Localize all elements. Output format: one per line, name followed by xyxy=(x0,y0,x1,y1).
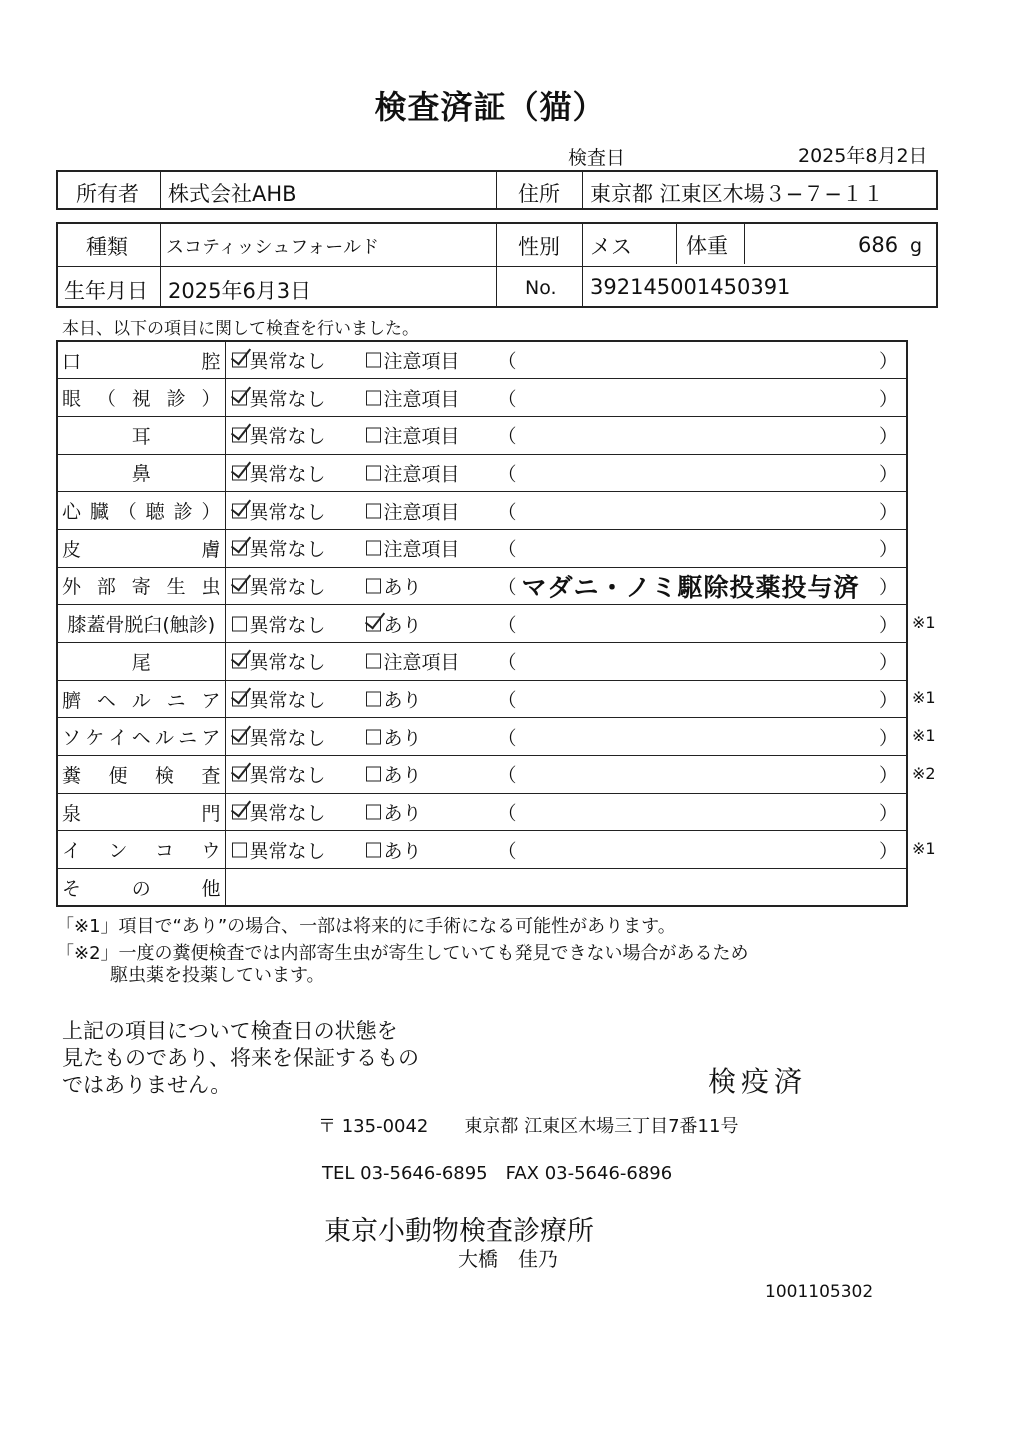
secondary-option-label: あり xyxy=(383,840,422,863)
paren-open: （ xyxy=(497,802,517,825)
paren-close: ） xyxy=(878,501,898,524)
disclaimer-line-3: ではありません。 xyxy=(62,1073,232,1097)
exam-date-value: 2025年8月2日 xyxy=(798,145,928,167)
footnote-marker: ※2 xyxy=(912,763,936,783)
exam-options xyxy=(225,718,907,756)
exam-options xyxy=(225,341,907,379)
normal-option-label: 異常なし xyxy=(249,538,326,561)
exam-date-label: 検査日 xyxy=(568,147,626,169)
birth-label: 生年月日 xyxy=(64,279,148,303)
label-char: ソ xyxy=(62,727,82,750)
option-normal[interactable] xyxy=(232,686,326,713)
normal-checkbox[interactable] xyxy=(232,465,247,480)
secondary-option-label: あり xyxy=(383,689,422,712)
normal-checkbox[interactable] xyxy=(232,842,247,857)
exam-options xyxy=(225,831,907,869)
secondary-checkbox[interactable] xyxy=(366,616,381,631)
exam-row-label xyxy=(57,492,225,530)
exam-options xyxy=(225,605,907,643)
label-char: コ xyxy=(154,840,174,863)
no-value: 392145001450391 xyxy=(590,275,791,299)
label-char: イ xyxy=(108,727,128,750)
footnote-2-line2: 駆虫薬を投薬しています。 xyxy=(110,965,325,986)
label-char: 糞 xyxy=(62,764,82,787)
exam-row xyxy=(57,454,907,492)
document-title: 検査済証（猫） xyxy=(374,88,606,126)
label-char: 眼 xyxy=(62,388,82,411)
option-secondary[interactable] xyxy=(366,497,460,524)
paren-open: （ xyxy=(497,689,517,712)
inspection-stamp: 検疫済 xyxy=(708,1065,808,1098)
secondary-option-label: 注意項目 xyxy=(383,651,460,674)
label-char: ウ xyxy=(201,840,221,863)
exam-options xyxy=(225,379,907,417)
secondary-checkbox[interactable] xyxy=(366,578,381,593)
label-char: ル xyxy=(154,727,174,750)
label-char: 生 xyxy=(166,576,186,599)
secondary-checkbox[interactable] xyxy=(366,842,381,857)
secondary-checkbox[interactable] xyxy=(366,805,381,820)
secondary-checkbox[interactable] xyxy=(366,353,381,368)
exam-row-label xyxy=(57,605,225,643)
exam-row-other xyxy=(57,869,907,907)
label-char: 尾 xyxy=(131,651,151,674)
normal-option-label: 異常なし xyxy=(249,689,326,712)
option-normal[interactable] xyxy=(232,347,326,374)
label-char: ア xyxy=(201,727,221,750)
footnote-marker: ※1 xyxy=(912,612,936,632)
exam-row xyxy=(57,643,907,681)
owner-label: 所有者 xyxy=(76,182,139,206)
label-char: ） xyxy=(201,501,221,524)
exam-row-label xyxy=(57,567,225,605)
label-char: ル xyxy=(131,689,151,712)
normal-checkbox[interactable] xyxy=(232,390,247,405)
option-secondary[interactable] xyxy=(366,610,422,637)
secondary-checkbox[interactable] xyxy=(366,390,381,405)
paren-open: （ xyxy=(497,425,517,448)
footnote-marker: ※1 xyxy=(912,688,936,708)
option-secondary[interactable] xyxy=(366,422,460,449)
option-normal[interactable] xyxy=(232,836,326,863)
exam-row xyxy=(57,492,907,530)
normal-option-label: 異常なし xyxy=(249,764,326,787)
label-char: 虫 xyxy=(201,576,221,599)
label-char: 心 xyxy=(62,501,82,524)
option-normal[interactable] xyxy=(232,459,326,486)
paren-open: （ xyxy=(497,538,517,561)
paren-open: （ xyxy=(497,463,517,486)
option-normal[interactable] xyxy=(232,535,326,562)
label-char: 臍 xyxy=(62,689,82,712)
secondary-checkbox[interactable] xyxy=(366,692,381,707)
label-char: 門 xyxy=(201,802,221,825)
breed-label: 種類 xyxy=(86,235,128,259)
normal-checkbox[interactable] xyxy=(232,578,247,593)
address-value: 東京都 江東区木場３−７−１１ xyxy=(590,182,884,206)
option-secondary[interactable] xyxy=(366,572,422,599)
option-normal[interactable] xyxy=(232,572,326,599)
exam-row-label xyxy=(57,454,225,492)
clinic-phone-fax: TEL 03-5646-6895 FAX 03-5646-6896 xyxy=(322,1163,673,1184)
paren-open: （ xyxy=(497,727,517,750)
option-secondary[interactable] xyxy=(366,686,422,713)
exam-row-label xyxy=(57,643,225,681)
option-secondary[interactable] xyxy=(366,347,460,374)
owner-value: 株式会社AHB xyxy=(168,182,297,206)
secondary-option-label: あり xyxy=(383,764,422,787)
paren-open: （ xyxy=(497,840,517,863)
label-char: ニ xyxy=(166,689,186,712)
label-char: 鼻 xyxy=(131,463,151,486)
exam-row xyxy=(57,718,907,756)
clinic-address: 〒 135-0042 東京都 江東区木場三丁目7番11号 xyxy=(318,1116,739,1137)
exam-row xyxy=(57,605,907,643)
exam-row-label xyxy=(57,831,225,869)
secondary-checkbox[interactable] xyxy=(366,767,381,782)
normal-checkbox[interactable] xyxy=(232,428,247,443)
paren-open: （ xyxy=(497,614,517,637)
label-char: ニ xyxy=(178,727,198,750)
option-normal[interactable] xyxy=(232,648,326,675)
normal-option-label: 異常なし xyxy=(249,651,326,674)
sex-label: 性別 xyxy=(518,235,560,259)
exam-row xyxy=(57,680,907,718)
option-normal[interactable] xyxy=(232,497,326,524)
normal-checkbox[interactable] xyxy=(232,692,247,707)
veterinarian-name: 大橋 佳乃 xyxy=(458,1247,558,1271)
secondary-checkbox[interactable] xyxy=(366,654,381,669)
exam-row xyxy=(57,341,907,379)
label-char: ヘ xyxy=(131,727,151,750)
label-char: 診 xyxy=(166,388,186,411)
exam-row-label xyxy=(57,416,225,454)
paren-close: ） xyxy=(878,388,898,411)
disclaimer-line-2: 見たものであり、将来を保証するもの xyxy=(62,1046,419,1070)
option-secondary[interactable] xyxy=(366,761,422,788)
exam-row-label xyxy=(57,718,225,756)
normal-checkbox[interactable] xyxy=(232,503,247,518)
paren-close: ） xyxy=(878,425,898,448)
label-char: 泉 xyxy=(62,802,82,825)
label-char: 皮 xyxy=(62,538,82,561)
label-char: イ xyxy=(62,840,82,863)
option-secondary[interactable] xyxy=(366,648,460,675)
paren-open: （ xyxy=(497,764,517,787)
label-char: 診 xyxy=(173,501,193,524)
paren-open: （ xyxy=(497,501,517,524)
normal-option-label: 異常なし xyxy=(249,840,326,863)
label-char: 外 xyxy=(62,576,82,599)
normal-option-label: 異常なし xyxy=(249,727,326,750)
exam-row-label xyxy=(57,529,225,567)
birth-value: 2025年6月3日 xyxy=(168,279,312,303)
option-secondary[interactable] xyxy=(366,799,422,826)
normal-checkbox[interactable] xyxy=(232,767,247,782)
paren-close: ） xyxy=(878,689,898,712)
label-char: 査 xyxy=(201,764,221,787)
exam-row xyxy=(57,756,907,794)
footnote-1: 「※1」項目で“あり”の場合、一部は将来的に手術になる可能性があります。 xyxy=(56,916,676,937)
address-label: 住所 xyxy=(518,182,560,206)
exam-row xyxy=(57,529,907,567)
label-char: ン xyxy=(108,840,128,863)
exam-row-label xyxy=(57,680,225,718)
label-char: 臓 xyxy=(89,501,109,524)
secondary-checkbox[interactable] xyxy=(366,729,381,744)
option-normal[interactable] xyxy=(232,422,326,449)
exam-options xyxy=(225,454,907,492)
handwritten-note: マダニ・ノミ駆除投薬投与済 xyxy=(521,572,860,602)
exam-options xyxy=(225,567,907,605)
footnote-2-line1: 「※2」一度の糞便検査では内部寄生虫が寄生していても発見できない場合があるため xyxy=(56,943,749,964)
secondary-option-label: あり xyxy=(383,727,422,750)
exam-options xyxy=(225,756,907,794)
owner-box xyxy=(56,170,938,210)
disclaimer xyxy=(62,1018,419,1099)
footnote-marker: ※1 xyxy=(912,839,936,859)
label-char: 視 xyxy=(131,388,151,411)
disclaimer-line-1: 上記の項目について検査日の状態を xyxy=(62,1019,398,1043)
other-value xyxy=(225,869,907,907)
exam-row-label xyxy=(57,793,225,831)
normal-option-label: 異常なし xyxy=(249,425,326,448)
normal-checkbox[interactable] xyxy=(232,616,247,631)
secondary-option-label: 注意項目 xyxy=(383,350,460,373)
exam-row xyxy=(57,416,907,454)
normal-option-label: 異常なし xyxy=(249,501,326,524)
normal-checkbox[interactable] xyxy=(232,805,247,820)
paren-close: ） xyxy=(878,538,898,561)
secondary-option-label: あり xyxy=(383,614,422,637)
label-char: 聴 xyxy=(145,501,165,524)
sex-value: メス xyxy=(590,235,632,259)
paren-open: （ xyxy=(497,388,517,411)
exam-options xyxy=(225,793,907,831)
weight-unit: g xyxy=(910,235,923,257)
secondary-option-label: 注意項目 xyxy=(383,501,460,524)
paren-close: ） xyxy=(878,576,898,599)
exam-table xyxy=(56,340,908,907)
pet-box xyxy=(56,222,938,308)
label-char: ケ xyxy=(85,727,105,750)
secondary-option-label: あり xyxy=(383,576,422,599)
normal-option-label: 異常なし xyxy=(249,802,326,825)
option-normal[interactable] xyxy=(232,799,326,826)
paren-open: （ xyxy=(497,576,517,599)
label-char: 膝蓋骨脱臼(触診) xyxy=(67,614,216,637)
exam-options xyxy=(225,492,907,530)
label-char: （ xyxy=(117,501,137,524)
label-char: 耳 xyxy=(131,425,151,448)
weight-label: 体重 xyxy=(686,234,728,258)
weight-value: 686 xyxy=(858,233,899,257)
normal-checkbox[interactable] xyxy=(232,654,247,669)
other-row-label xyxy=(57,869,225,907)
normal-checkbox[interactable] xyxy=(232,729,247,744)
label-char: 便 xyxy=(108,764,128,787)
option-normal[interactable] xyxy=(232,384,326,411)
exam-row xyxy=(57,567,907,605)
label-char: 部 xyxy=(96,576,116,599)
label-char: の xyxy=(131,877,151,900)
label-char: 検 xyxy=(154,764,174,787)
paren-open: （ xyxy=(497,651,517,674)
normal-checkbox[interactable] xyxy=(232,353,247,368)
label-char: 寄 xyxy=(131,576,151,599)
exam-options xyxy=(225,680,907,718)
serial-number: 1001105302 xyxy=(765,1282,874,1302)
secondary-option-label: 注意項目 xyxy=(383,388,460,411)
exam-options xyxy=(225,643,907,681)
normal-checkbox[interactable] xyxy=(232,541,247,556)
paren-close: ） xyxy=(878,463,898,486)
option-normal[interactable] xyxy=(232,761,326,788)
exam-row xyxy=(57,793,907,831)
clinic-name: 東京小動物検査診療所 xyxy=(324,1216,594,1247)
option-secondary[interactable] xyxy=(366,723,422,750)
normal-option-label: 異常なし xyxy=(249,614,326,637)
secondary-checkbox[interactable] xyxy=(366,428,381,443)
label-char: 他 xyxy=(201,877,221,900)
exam-options xyxy=(225,529,907,567)
label-char: （ xyxy=(96,388,116,411)
normal-option-label: 異常なし xyxy=(249,463,326,486)
secondary-checkbox[interactable] xyxy=(366,503,381,518)
paren-close: ） xyxy=(878,840,898,863)
label-char: ア xyxy=(201,689,221,712)
exam-row xyxy=(57,831,907,869)
secondary-checkbox[interactable] xyxy=(366,465,381,480)
normal-option-label: 異常なし xyxy=(249,388,326,411)
secondary-option-label: 注意項目 xyxy=(383,538,460,561)
label-char: 腔 xyxy=(201,350,221,373)
exam-row-label xyxy=(57,379,225,417)
intro-text: 本日、以下の項目に関して検査を行いました。 xyxy=(62,319,419,339)
secondary-checkbox[interactable] xyxy=(366,541,381,556)
exam-row-label xyxy=(57,756,225,794)
paren-open: （ xyxy=(497,350,517,373)
paren-close: ） xyxy=(878,614,898,637)
no-label: No. xyxy=(525,277,557,299)
normal-option-label: 異常なし xyxy=(249,576,326,599)
exam-row xyxy=(57,379,907,417)
paren-close: ） xyxy=(878,764,898,787)
secondary-option-label: あり xyxy=(383,802,422,825)
label-char: ヘ xyxy=(96,689,116,712)
option-secondary[interactable] xyxy=(366,384,460,411)
secondary-option-label: 注意項目 xyxy=(383,463,460,486)
option-secondary[interactable] xyxy=(366,459,460,486)
paren-close: ） xyxy=(878,350,898,373)
option-normal[interactable] xyxy=(232,723,326,750)
breed-value: スコティッシュフォールド xyxy=(166,237,379,258)
option-normal[interactable] xyxy=(232,610,326,637)
label-char: 口 xyxy=(62,350,82,373)
exam-options xyxy=(225,416,907,454)
exam-row-label xyxy=(57,341,225,379)
option-secondary[interactable] xyxy=(366,535,460,562)
footnote-marker: ※1 xyxy=(912,726,936,745)
label-char: そ xyxy=(62,877,82,900)
secondary-option-label: 注意項目 xyxy=(383,425,460,448)
option-secondary[interactable] xyxy=(366,836,422,863)
label-char: 膚 xyxy=(201,538,221,561)
paren-close: ） xyxy=(878,727,898,750)
paren-close: ） xyxy=(878,651,898,674)
paren-close: ） xyxy=(878,802,898,825)
label-char: ） xyxy=(201,388,221,411)
normal-option-label: 異常なし xyxy=(249,350,326,373)
